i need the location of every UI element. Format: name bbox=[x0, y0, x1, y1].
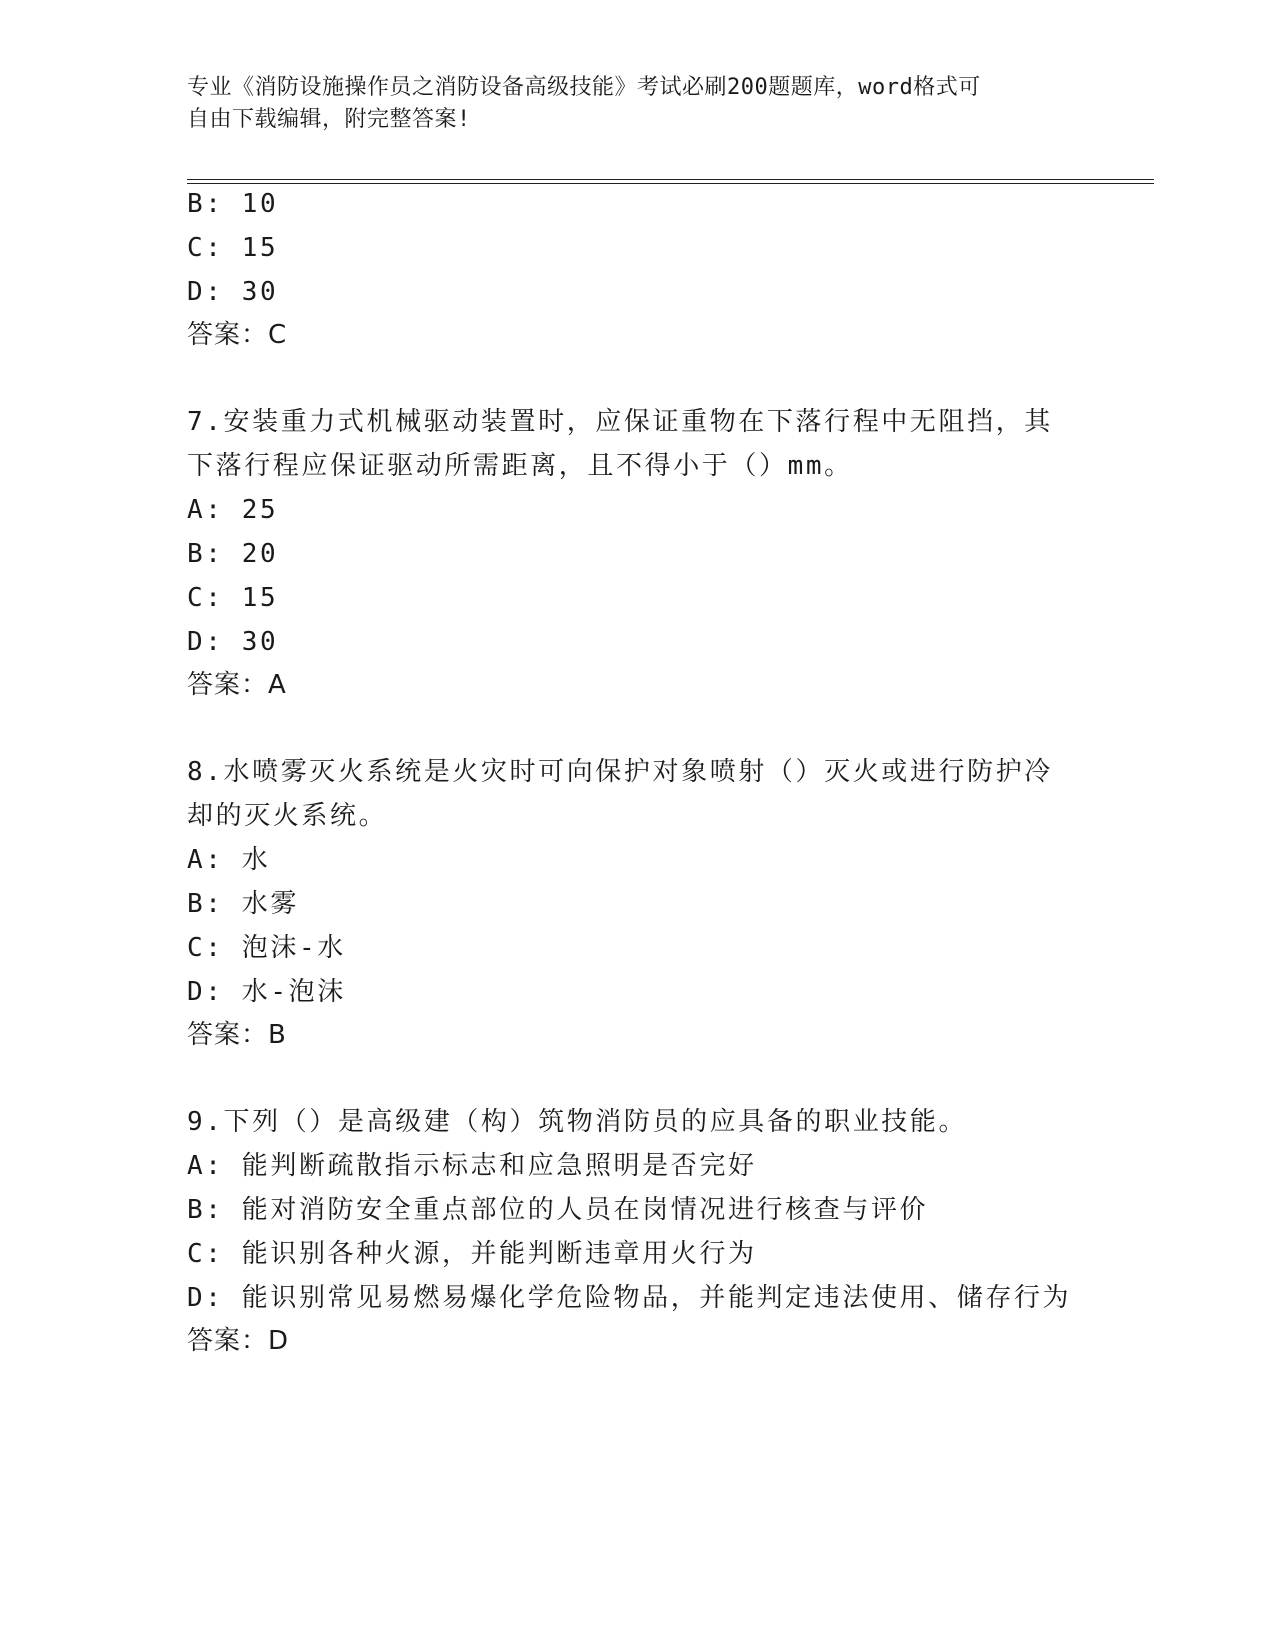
header-divider-top bbox=[187, 179, 1154, 180]
question-9-option-a: A: 能判断疏散指示标志和应急照明是否完好 bbox=[187, 1151, 757, 1181]
option-d: D: 30 bbox=[187, 277, 279, 307]
question-9-option-b: B: 能对消防安全重点部位的人员在岗情况进行核查与评价 bbox=[187, 1195, 929, 1225]
question-9-stem-line-1: 9.下列（）是高级建（构）筑物消防员的应具备的职业技能。 bbox=[187, 1107, 968, 1137]
question-8-option-b: B: 水雾 bbox=[187, 889, 299, 919]
header-title-line-1: 专业《消防设施操作员之消防设备高级技能》考试必刷200题题库，word格式可 bbox=[187, 75, 981, 100]
option-b: B: 10 bbox=[187, 189, 279, 219]
question-8-option-a: A: 水 bbox=[187, 845, 271, 875]
question-8-option-c: C: 泡沫-水 bbox=[187, 933, 346, 963]
header-title-line-2: 自由下载编辑，附完整答案! bbox=[187, 107, 471, 132]
question-7-option-c: C: 15 bbox=[187, 583, 279, 613]
option-c: C: 15 bbox=[187, 233, 279, 263]
question-7-option-d: D: 30 bbox=[187, 627, 279, 657]
question-7-option-a: A: 25 bbox=[187, 495, 279, 525]
header-divider-bottom bbox=[187, 183, 1154, 184]
question-7-option-b: B: 20 bbox=[187, 539, 279, 569]
question-9-answer: 答案：D bbox=[187, 1326, 290, 1356]
question-9-option-d: D: 能识别常见易燃易爆化学危险物品，并能判定违法使用、储存行为 bbox=[187, 1283, 1072, 1313]
question-7-answer: 答案：A bbox=[187, 670, 287, 700]
question-7-stem-line-1: 7.安装重力式机械驱动装置时，应保证重物在下落行程中无阻挡，其 bbox=[187, 407, 1053, 437]
question-7-stem-line-2: 下落行程应保证驱动所需距离，且不得小于（）mm。 bbox=[187, 451, 853, 481]
answer-label: 答案：C bbox=[187, 320, 288, 350]
question-8-answer: 答案：B bbox=[187, 1020, 287, 1050]
question-8-stem-line-2: 却的灭火系统。 bbox=[187, 801, 388, 831]
question-8-stem-line-1: 8.水喷雾灭火系统是火灾时可向保护对象喷射（）灭火或进行防护冷 bbox=[187, 757, 1053, 787]
question-9-option-c: C: 能识别各种火源，并能判断违章用火行为 bbox=[187, 1239, 757, 1269]
question-8-option-d: D: 水-泡沫 bbox=[187, 977, 346, 1007]
document-header bbox=[187, 72, 1067, 136]
